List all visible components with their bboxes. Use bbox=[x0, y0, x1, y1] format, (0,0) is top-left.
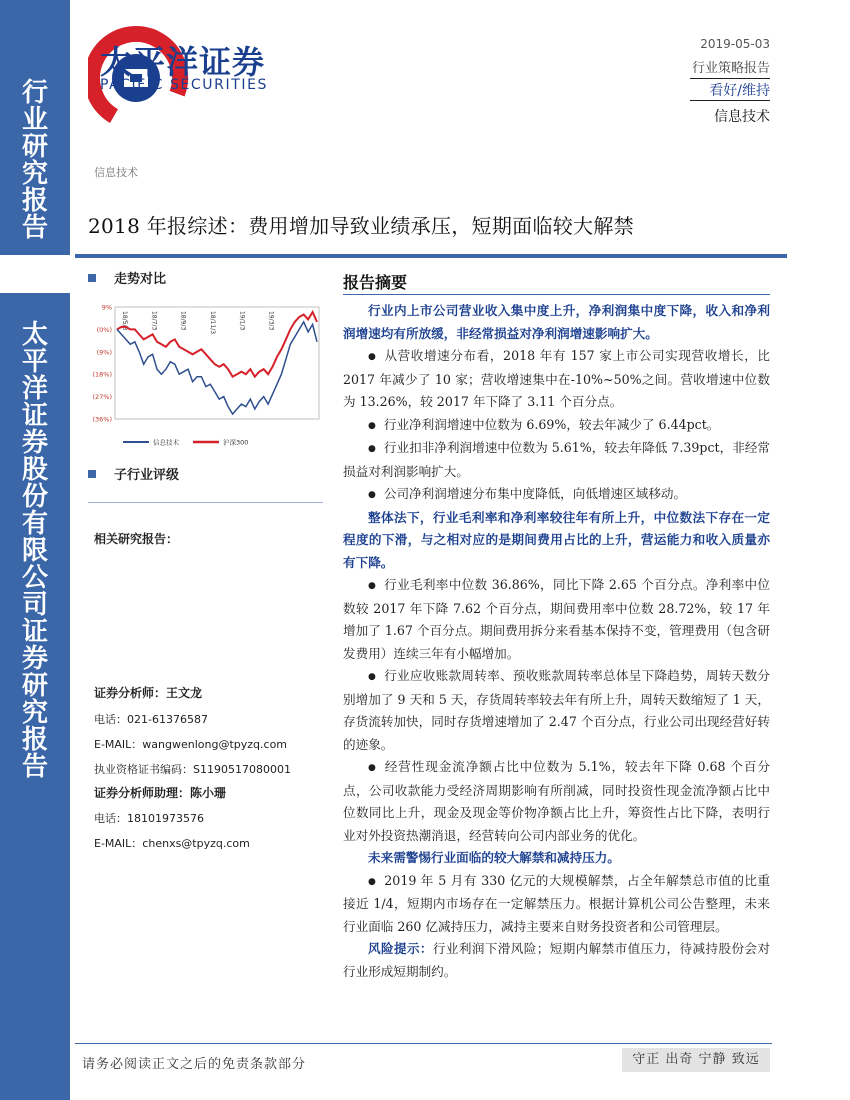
summary-bullet: ● 行业应收账款周转率、预收账款周转率总体呈下降趋势，周转天数分别增加了 9 天和 5 天，存货周转率较去年有所上升，周转天数缩短了 1 天，存货流转加快，同时存货增速增加了 2.47 个百分点，行业公司出现经营好转的迹象。 bbox=[343, 668, 771, 752]
assistant-phone: 电话：18101973576 bbox=[94, 812, 204, 825]
industry-tag: 信息技术 bbox=[714, 109, 770, 125]
bullet-icon: ● bbox=[368, 763, 377, 773]
bullet-icon: ● bbox=[368, 672, 377, 682]
header-divider bbox=[690, 78, 770, 79]
chart-lines bbox=[117, 312, 317, 414]
summary-bullet: ● 行业净利润增速中位数为 6.69%，较去年减少了 6.44pct。 bbox=[368, 416, 720, 432]
y-tick-label: 9% bbox=[101, 303, 112, 312]
summary-paragraph: 未来需警惕行业面临的较大解禁和减持压力。 bbox=[368, 850, 620, 865]
assistant-email: E-MAIL：chenxs@tpyzq.com bbox=[94, 837, 250, 850]
title-rule bbox=[75, 254, 787, 258]
related-reports-heading: 相关研究报告： bbox=[94, 532, 179, 546]
sidebar-bottom-text: 太平洋证券股份有限公司证券研究报告 bbox=[21, 320, 48, 782]
sidebar-top-text: 行业研究报告 bbox=[21, 78, 48, 243]
x-tick-label: 18/11/3 bbox=[208, 311, 216, 335]
x-tick-label: 19/1/3 bbox=[238, 311, 246, 331]
legend-label: 信息技术 bbox=[153, 438, 179, 447]
sidebar-top bbox=[0, 0, 70, 255]
sidebar bbox=[0, 0, 70, 1100]
sidebar-separator bbox=[0, 255, 70, 293]
subindustry-rule bbox=[88, 502, 323, 503]
y-tick-label: (0%) bbox=[96, 325, 112, 334]
category-label: 信息技术 bbox=[94, 166, 138, 179]
summary-bullet: ● 行业扣非净利润增速中位数为 5.61%，较去年降低 7.39pct，非经常损益对利润影响扩大。 bbox=[343, 440, 771, 479]
logo-chinese: 太平洋证券 bbox=[100, 43, 266, 81]
analyst-email: E-MAIL：wangwenlong@tpyzq.com bbox=[94, 738, 288, 751]
report-title: 2018 年报综述：费用增加导致业绩承压，短期面临较大解禁 bbox=[88, 214, 634, 238]
subindustry-heading: 子行业评级 bbox=[88, 464, 179, 483]
footer-disclaimer: 请务必阅读正文之后的免责条款部分 bbox=[82, 1057, 307, 1072]
summary-paragraph: 整体法下，行业毛利率和净利率较往年有所上升，中位数法下存在一定程度的下滑，与之相对应的是期间费用占比的上升，营运能力和收入质量亦有下降。 bbox=[343, 509, 770, 570]
analyst-name: 证券分析师：王文龙 bbox=[94, 686, 203, 700]
y-tick-label: (36%) bbox=[92, 415, 112, 424]
footer-motto: 守正 出奇 宁静 致远 bbox=[622, 1048, 770, 1072]
square-bullet-icon bbox=[88, 470, 96, 478]
x-tick-label: 18/9/3 bbox=[179, 311, 187, 331]
y-tick-label: (27%) bbox=[92, 393, 112, 402]
bullet-icon: ● bbox=[368, 444, 376, 454]
x-tick-label: 18/7/3 bbox=[150, 311, 158, 331]
header-divider bbox=[690, 100, 770, 101]
report-date: 2019-05-03 bbox=[700, 37, 770, 51]
analyst-certificate: 执业资格证书编码：S1190517080001 bbox=[94, 763, 291, 776]
summary-heading: 报告摘要 bbox=[343, 273, 408, 292]
footer-rule bbox=[75, 1043, 772, 1044]
logo-english: PACIFIC SECURITIES bbox=[100, 77, 269, 93]
y-tick-label: (9%) bbox=[96, 348, 112, 357]
summary-body bbox=[343, 300, 770, 983]
risk-warning: 风险提示：行业利润下滑风险；短期内解禁市值压力，待减持股份会对行业形成短期制约。 bbox=[343, 941, 771, 979]
bullet-icon: ● bbox=[368, 876, 377, 887]
bullet-icon: ● bbox=[368, 352, 377, 362]
summary-bullet: ● 2019 年 5 月有 330 亿元的大规模解禁，占全年解禁总市值的比重接近 1/4，短期内市场存在一定解禁压力。根据计算机公司公告整理，未来行业面临 260 亿减持压力，减持主要来自财务投资者和公司管理层。 bbox=[343, 872, 770, 934]
summary-rule bbox=[343, 294, 770, 295]
chart-x-ticks bbox=[121, 311, 275, 334]
chart-grid bbox=[115, 307, 319, 419]
chart-legend bbox=[123, 438, 248, 447]
chart-y-ticks bbox=[92, 304, 112, 424]
rating: 看好/维持 bbox=[709, 83, 770, 99]
trend-heading: 走势对比 bbox=[88, 268, 166, 287]
summary-bullet: ● 公司净利润增速分布集中度降低，向低增速区域移动。 bbox=[368, 486, 687, 501]
legend-label: 沪深300 bbox=[223, 438, 249, 447]
bullet-icon: ● bbox=[368, 490, 376, 500]
trend-chart bbox=[87, 293, 327, 453]
summary-bullet: ● 行业毛利率中位数 36.86%，同比下降 2.65 个百分点。净利率中位数较 2017 年下降 7.62 个百分点，期间费用率中位数 28.72%，较 17 年增加了 1.67 个百分点。期间费用拆分来看基本保持不变，管理费用（包含研发费用）连续三年有小幅增加。 bbox=[343, 577, 770, 661]
square-bullet-icon bbox=[88, 274, 96, 282]
assistant-name: 证券分析师助理：陈小珊 bbox=[94, 786, 227, 800]
chart-plot-frame bbox=[115, 307, 319, 419]
summary-bullet: ● 经营性现金流净额占比中位数为 5.1%，较去年下降 0.68 个百分点，公司收款能力受经济周期影响有所削减，同时投资性现金流净额占比中位数同比上升，现金及现金等价物净额占比上升，筹资性占比下降，表明行业对外投资热潮消退，经营转向公司内部业务的优化。 bbox=[343, 759, 770, 843]
bullet-icon: ● bbox=[368, 581, 377, 591]
analyst-phone: 电话：021-61376587 bbox=[94, 713, 208, 726]
series-line-hs300 bbox=[117, 312, 317, 377]
bullet-icon: ● bbox=[368, 420, 376, 431]
y-tick-label: (18%) bbox=[92, 370, 112, 379]
summary-paragraph: 行业内上市公司营业收入集中度上升，净利润集中度下降，收入和净利润增速均有所放缓，非经常损益对净利润增速影响扩大。 bbox=[343, 303, 770, 341]
x-tick-label: 19/3/3 bbox=[267, 311, 275, 331]
summary-bullet: ● 从营收增速分布看，2018 年有 157 家上市公司实现营收增长，比 2017 年减少了 10 家；营收增速集中在-10%~50%之间。营收增速中位数为 13.26%，较 2017 年下降了 3.11 个百分点。 bbox=[343, 348, 770, 409]
x-tick-label: 18/5/3 bbox=[121, 311, 128, 331]
report-type: 行业策略报告 bbox=[691, 61, 770, 76]
